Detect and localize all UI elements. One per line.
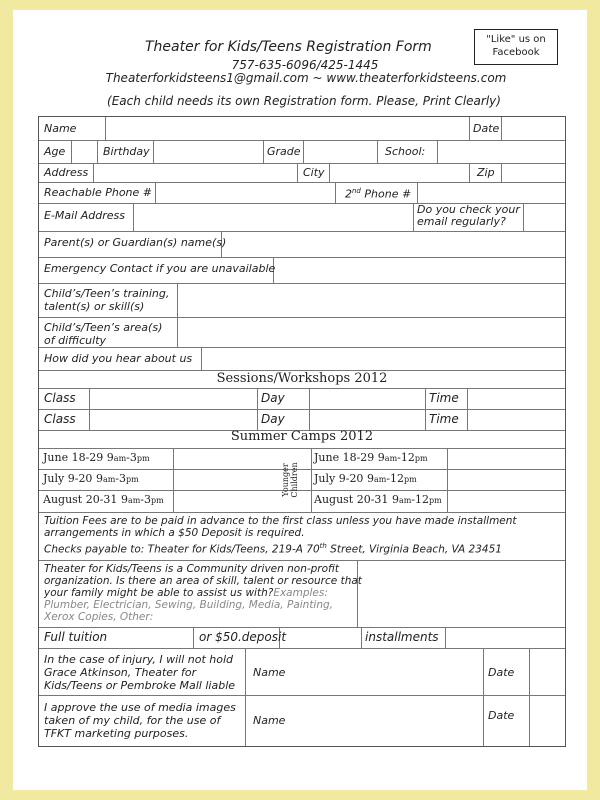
difficulty-line1: Child’s/Teen’s area(s)	[44, 321, 163, 334]
name-label: Name	[44, 122, 77, 135]
injury-waiver-line3: Kids/Teens or Pembroke Mall liable	[44, 679, 236, 692]
time-label-1: Time	[429, 391, 459, 405]
media-waiver-name: Name	[253, 714, 286, 727]
fees-line1: Tuition Fees are to be paid in advance to the first class unless you have made installment	[44, 515, 517, 527]
grade-label: Grade	[267, 145, 301, 158]
camps-heading: Summer Camps 2012	[230, 429, 374, 444]
instruction-note: (Each child needs its own Registration form. Please, Print Clearly)	[107, 94, 501, 108]
facebook-box[interactable]	[474, 29, 558, 65]
form-title: Theater for Kids/Teens Registration Form	[145, 39, 432, 55]
address-label: Address	[44, 166, 89, 179]
training-line1: Child’s/Teen’s training,	[44, 287, 170, 300]
deposit-label: or $50.deposit	[199, 630, 287, 644]
injury-waiver-line1: In the case of injury, I will not hold	[44, 653, 234, 666]
injury-waiver-date: Date	[488, 666, 515, 679]
fees-checks-line: Checks payable to: Theater for Kids/Teens, 219-A 70th Street, Virginia Beach, VA 23451	[44, 542, 502, 556]
phone-numbers: 757-635-6096/425-1445	[231, 58, 379, 72]
birthday-label: Birthday	[103, 145, 150, 158]
difficulty-line2: of difficulty	[44, 334, 107, 347]
media-waiver-date: Date	[488, 709, 515, 722]
date-label: Date	[473, 122, 500, 135]
parents-label: Parent(s) or Guardian(s) name(s)	[44, 236, 227, 249]
age-label: Age	[44, 145, 66, 158]
reachable-phone-label: Reachable Phone #	[44, 186, 153, 199]
email-check-line2: email regularly?	[417, 215, 506, 228]
emergency-label: Emergency Contact if you are unavailable	[44, 262, 276, 275]
city-label: City	[303, 166, 325, 179]
email-check-line1: Do you check your	[417, 203, 520, 216]
community-line1: Theater for Kids/Teens is a Community driven non-profit	[44, 563, 339, 575]
younger-children-label: Younger Children	[281, 462, 299, 498]
media-waiver-line1: I approve the use of media images	[44, 701, 236, 714]
training-line2: talent(s) or skill(s)	[44, 300, 145, 313]
injury-waiver-line2: Grace Atkinson, Theater for	[44, 666, 197, 679]
school-label: School:	[385, 145, 426, 158]
time-label-2: Time	[429, 412, 459, 426]
facebook-line2: Facebook	[492, 47, 540, 58]
fees-line2: arrangements in which a $50 Deposit is required.	[44, 527, 305, 539]
injury-waiver-name: Name	[253, 666, 286, 679]
zip-label: Zip	[477, 166, 495, 179]
class-label-2: Class	[44, 412, 76, 426]
media-waiver-line3: TFKT marketing purposes.	[44, 727, 189, 740]
community-line4: Plumber, Electrician, Sewing, Building, Media, Painting,	[44, 599, 334, 611]
installments-label: installments	[365, 630, 439, 644]
camp-younger-3: August 20-31 9am-12pm	[314, 493, 442, 506]
camp-older-2: July 9-20 9am-3pm	[43, 472, 139, 485]
class-label-1: Class	[44, 391, 76, 405]
community-line3: your family might be able to assist us with?Examples:	[44, 587, 328, 599]
day-label-2: Day	[261, 412, 285, 426]
community-line5: Xerox Copies, Other:	[44, 611, 154, 623]
media-waiver-line2: taken of my child, for the use of	[44, 714, 221, 727]
second-phone-label: 2nd Phone #	[345, 187, 412, 201]
contact-line: Theaterforkidsteens1@gmail.com ~ www.theaterforkidsteens.com	[105, 71, 507, 85]
camp-younger-2: July 9-20 9am-12pm	[314, 472, 417, 485]
camp-younger-1: June 18-29 9am-12pm	[314, 451, 428, 464]
community-line2: organization. Is there an area of skill, talent or resource that	[44, 575, 362, 587]
facebook-line1: "Like" us on	[486, 34, 546, 45]
sessions-heading: Sessions/Workshops 2012	[216, 371, 388, 386]
email-label: E-Mail Address	[44, 209, 126, 222]
full-tuition-label: Full tuition	[44, 630, 108, 644]
camp-older-1: June 18-29 9am-3pm	[43, 451, 150, 464]
registration-form	[38, 116, 566, 747]
day-label-1: Day	[261, 391, 285, 405]
camp-older-3: August 20-31 9am-3pm	[43, 493, 164, 506]
hear-label: How did you hear about us	[44, 352, 193, 365]
